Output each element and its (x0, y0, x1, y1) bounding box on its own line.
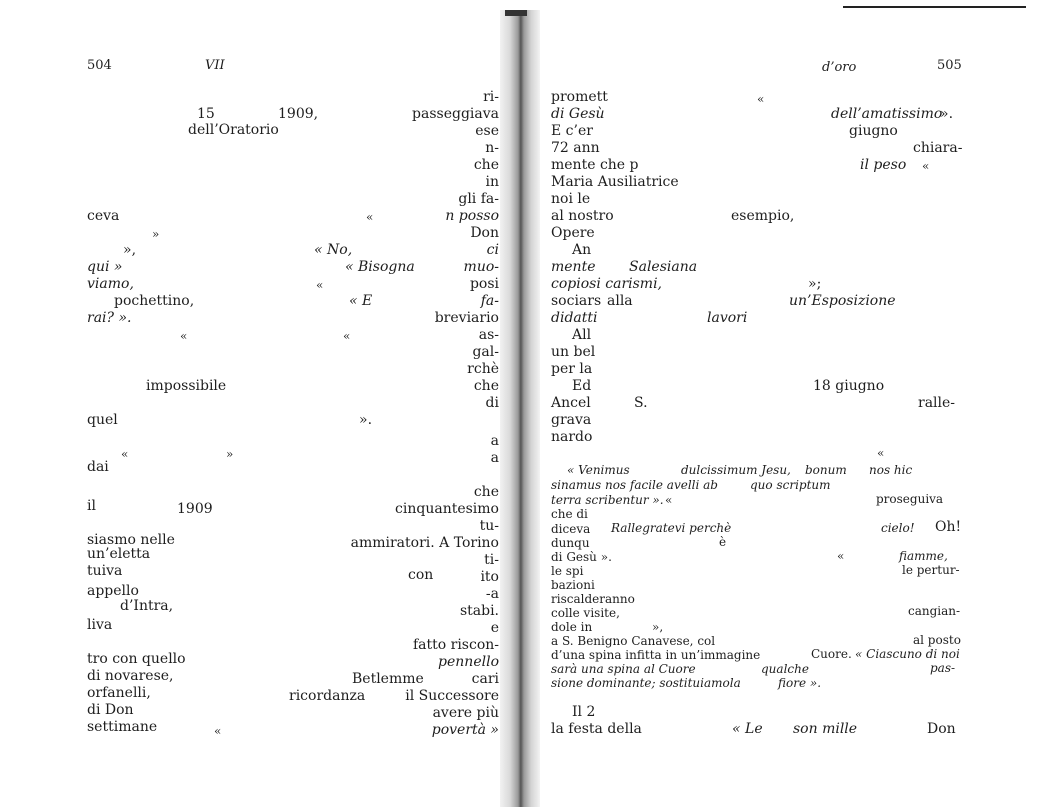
text-line: posi (469, 276, 499, 292)
text-line: il peso (860, 157, 907, 173)
text-line: orfanelli, (87, 685, 151, 701)
text-line: ese (475, 123, 499, 139)
text-line: colle visite, (551, 606, 620, 620)
text-line: dell’Oratorio (188, 122, 279, 138)
text-line: Maria Ausiliatrice (551, 174, 679, 190)
text-line: cangian- (908, 604, 961, 618)
text-line: un bel (551, 344, 596, 360)
text-line: nardo (551, 429, 593, 445)
text-line: siasmo nelle (87, 532, 175, 548)
text-line: », (123, 242, 137, 258)
text-line: gal- (472, 344, 499, 360)
text-line: « (877, 446, 885, 460)
text-line: le pertur- (902, 563, 960, 577)
text-line: ». (359, 412, 373, 428)
text-line: « Ciascuno di noi (855, 647, 960, 661)
text-line: di Don (87, 702, 134, 718)
text-line: Oh! (935, 519, 962, 535)
text-line: stabi. (459, 603, 499, 619)
text-line: dunqu (551, 536, 590, 550)
text-line: proseguiva (876, 492, 944, 506)
text-line: tu- (479, 518, 499, 534)
text-line: viamo, (87, 276, 134, 292)
text-line: didatti (551, 310, 598, 326)
text-line: d’una spina infitta in un’immagine (551, 648, 761, 662)
text-line: »; (808, 276, 822, 292)
text-line: ralle- (918, 395, 956, 411)
text-line: alla (607, 293, 633, 309)
text-line: Betlemme (352, 671, 424, 687)
text-line: Rallegratevi perchè (611, 521, 732, 535)
text-line: è (719, 535, 727, 549)
text-line: chiara- (913, 140, 963, 156)
text-line: ito (480, 569, 499, 585)
text-line: che (473, 378, 499, 394)
text-line: il Successore (405, 688, 499, 704)
text-line: Don (470, 225, 499, 241)
text-line: ammiratori. A Torino (350, 535, 499, 551)
text-line: as- (478, 327, 499, 343)
text-line: « Bisogna (345, 259, 415, 275)
text-line: a (490, 450, 499, 466)
text-line: Ancel (551, 395, 591, 411)
text-line: bonum (805, 463, 847, 477)
text-line: « Le (732, 721, 763, 737)
text-line: per la (551, 361, 593, 377)
text-line: « (343, 329, 351, 343)
text-line: gli fa- (458, 191, 499, 207)
text-line: breviario (434, 310, 499, 326)
text-line: dulcissimum Jesu, (681, 463, 791, 477)
text-line: dell’amatissimo (831, 106, 943, 122)
text-line: che (473, 157, 499, 173)
text-line: sociars (551, 293, 602, 309)
text-line: tro con quello (87, 651, 186, 667)
text-line: nos hic (869, 463, 913, 477)
text-line: pennello (438, 654, 499, 670)
page-number: 504 (87, 58, 112, 73)
text-line: fiamme, (899, 549, 948, 563)
text-line: 72 ann (551, 140, 600, 156)
text-line: E c’er (551, 123, 593, 139)
text-line: » (226, 447, 234, 461)
text-line: di Gesù (551, 106, 605, 122)
text-line: Il 2 (572, 704, 596, 720)
text-line: « (922, 159, 930, 173)
text-line: pas- (930, 661, 956, 675)
page-number: 505 (937, 58, 962, 73)
text-line: tuiva (87, 563, 123, 579)
text-line: Salesiana (629, 259, 698, 275)
text-line: rchè (467, 361, 499, 377)
text-line: 1909 (177, 501, 213, 517)
text-line: che di (551, 507, 588, 521)
text-line: « (180, 329, 188, 343)
text-line: quel (87, 412, 118, 428)
text-line: « Venimus (567, 463, 630, 477)
text-line: la festa della (551, 721, 642, 737)
text-line: a S. Benigno Canavese, col (551, 634, 716, 648)
text-line: terra scribentur ». (551, 493, 664, 507)
text-line: passeggiava (412, 106, 499, 122)
running-head: d’oro (822, 60, 857, 75)
right-page (517, 0, 1037, 807)
text-line: -a (485, 586, 499, 602)
text-line: fa- (480, 293, 499, 309)
text-line: riscalderanno (551, 592, 635, 606)
text-line: promett (551, 89, 608, 105)
text-line: » (152, 227, 160, 241)
text-line: diceva (551, 522, 591, 536)
text-line: avere più (432, 705, 499, 721)
text-line: sarà una spina al Cuore (551, 662, 696, 676)
text-line: « E (349, 293, 373, 309)
text-line: ceva (87, 208, 120, 224)
text-line: al nostro (551, 208, 614, 224)
text-line: liva (87, 617, 113, 633)
text-line: esempio, (731, 208, 795, 224)
text-line: mente che p (551, 157, 639, 173)
text-line: Ed (572, 378, 592, 394)
text-line: noi le (551, 191, 591, 207)
text-line: ricordanza (289, 688, 366, 704)
text-line: un’eletta (87, 546, 151, 562)
text-line: dole in (551, 620, 593, 634)
text-line: pochettino, (114, 293, 195, 309)
text-line: grava (551, 412, 592, 428)
text-line: « (757, 92, 765, 106)
text-line: n posso (445, 208, 499, 224)
text-line: « (121, 447, 129, 461)
text-line: All (572, 327, 592, 343)
text-line: S. (634, 395, 648, 411)
running-head: VII (205, 58, 225, 73)
text-line: 1909, (278, 106, 319, 122)
text-line: « (837, 549, 845, 563)
text-line: « (316, 278, 324, 292)
text-line: bazioni (551, 578, 595, 592)
text-line: povertà » (431, 722, 499, 738)
text-line: « (214, 724, 222, 738)
text-line: muo- (463, 259, 499, 275)
text-line: giugno (849, 123, 898, 139)
text-line: appello (87, 583, 139, 599)
text-line: d’Intra, (120, 598, 174, 614)
text-line: a (490, 433, 499, 449)
text-line: che (473, 484, 499, 500)
text-line: dai (87, 459, 109, 475)
text-line: 15 (197, 106, 215, 122)
text-line: lavori (707, 310, 748, 326)
text-line: », (652, 620, 664, 634)
text-line: n- (485, 140, 499, 156)
text-line: cinquantesimo (395, 501, 499, 517)
text-line: quo scriptum (750, 478, 831, 492)
text-line: Cuore. (811, 647, 852, 661)
text-line: e (490, 620, 499, 636)
text-line: di Gesù ». (551, 550, 612, 564)
text-line: cari (471, 671, 499, 687)
text-line: con (408, 567, 434, 583)
text-line: Don (927, 721, 956, 737)
text-line: fatto riscon- (412, 637, 499, 653)
text-line: in (485, 174, 499, 190)
text-line: al posto (913, 633, 961, 647)
text-line: qualche (761, 662, 809, 676)
text-line: rai? ». (87, 310, 132, 326)
text-line: qui » (87, 259, 123, 275)
text-line: Opere (551, 225, 595, 241)
text-line: ri- (483, 89, 499, 105)
text-line: di (485, 395, 499, 411)
text-line: settimane (87, 719, 158, 735)
text-line: il (87, 498, 96, 514)
text-line: sione dominante; sostituiamola (551, 676, 741, 690)
text-line: cielo! (881, 521, 915, 535)
left-page (0, 0, 517, 807)
text-line: copiosi carismi, (551, 276, 662, 292)
text-line: di novarese, (87, 668, 174, 684)
text-line: « No, (314, 242, 353, 258)
text-line: 18 giugno (813, 378, 885, 394)
text-line: sinamus nos facile avelli ab (551, 478, 718, 492)
text-line: « (366, 210, 374, 224)
text-line: « (665, 493, 673, 507)
text-line: ti- (484, 552, 499, 568)
text-line: ». (940, 106, 954, 122)
text-line: impossibile (146, 378, 227, 394)
text-line: un’Esposizione (789, 293, 896, 309)
text-line: son mille (793, 721, 858, 737)
text-line: fiore ». (778, 676, 822, 690)
text-line: le spi (551, 564, 584, 578)
text-line: mente (551, 259, 596, 275)
text-line: An (572, 242, 592, 258)
text-line: ci (486, 242, 499, 258)
